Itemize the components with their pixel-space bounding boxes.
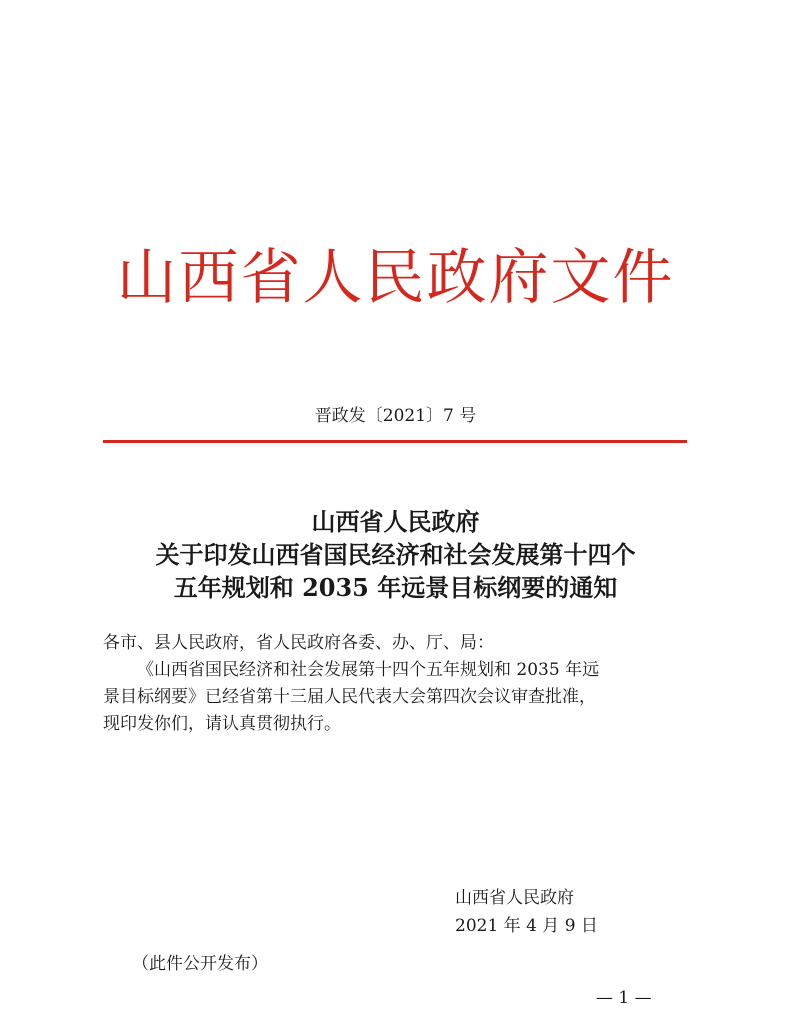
red-divider-rule [103,440,687,443]
body-line-1: 《山西省国民经济和社会发展第十四个五年规划和 2035 年远 [137,660,600,680]
title-line-3: 五年规划和 2035 年远景目标纲要的通知 [173,573,618,602]
body-addressee: 各市、县人民政府，省人民政府各委、办、厅、局： [103,633,494,653]
title-line-1: 山西省人民政府 [311,507,480,536]
page-number: — 1 — [596,988,652,1008]
signature-organization: 山西省人民政府 [455,888,574,908]
notice-title [0,505,791,604]
notice-body [103,630,693,738]
publication-note: （此件公开发布） [132,954,268,974]
signature-date: 2021 年 4 月 9 日 [455,916,598,936]
document-number: 晋政发〔2021〕7 号 [314,406,477,426]
masthead-title: 山西省人民政府文件 [116,243,675,313]
body-line-3: 现印发你们，请认真贯彻执行。 [103,714,341,734]
title-line-2: 关于印发山西省国民经济和社会发展第十四个 [155,540,636,569]
signature-block [455,884,598,940]
body-line-2: 景目标纲要》已经省第十三届人民代表大会第四次会议审查批准， [103,687,596,707]
